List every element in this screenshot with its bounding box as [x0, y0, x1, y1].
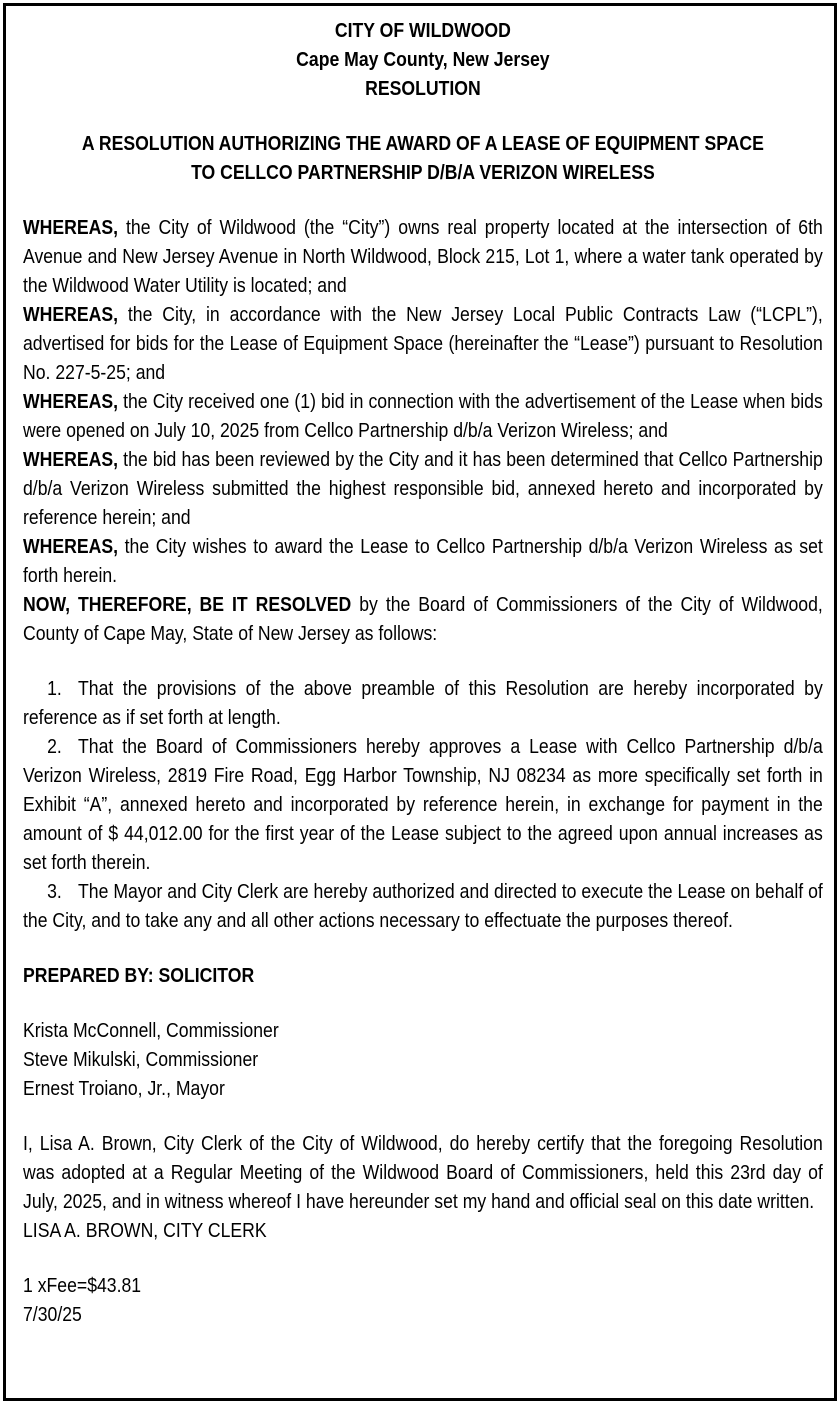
item-text: The Mayor and City Clerk are hereby authorized and directed to execute the Lease on behalf of the City, and to take any and all other actions necessary to effectuate the purposes thereof.: [23, 880, 823, 932]
spacer: [23, 103, 823, 129]
whereas-clause: [23, 213, 823, 300]
whereas-clause: [23, 387, 823, 445]
whereas-lead: WHEREAS,: [23, 303, 119, 326]
item-text: That the Board of Commissioners hereby approves a Lease with Cellco Partnership d/b/a Verizon Wireless, 2819 Fire Road, Egg Harbor Township, NJ 08234 as more specifically set forth in Exhibit “A”, annexed hereto and incorporated by reference herein, in exchange for payment in the amount of $ 44,012.00 for the first year of the Lease subject to the agreed upon annual increases as set forth therein.: [23, 735, 823, 874]
resolution-item: [23, 877, 823, 935]
header-city: CITY OF WILDWOOD: [334, 19, 511, 42]
clerk-signature: LISA A. BROWN, CITY CLERK: [23, 1219, 267, 1242]
item-number: 3.: [47, 880, 62, 903]
whereas-lead: WHEREAS,: [23, 216, 119, 239]
whereas-clause: [23, 300, 823, 387]
header-county: Cape May County, New Jersey: [296, 48, 550, 71]
fee-line: 1 xFee=$43.81: [23, 1274, 142, 1297]
whereas-text: the City of Wildwood (the “City”) owns real property located at the intersection of 6th Avenue and New Jersey Avenue in North Wildwood, Block 215, Lot 1, where a water tank operated by the Wildwood Water Utility is located; and: [23, 216, 823, 297]
whereas-text: the City received one (1) bid in connection with the advertisement of the Lease when bids were opened on July 10, 2025 from Cellco Partnership d/b/a Verizon Wireless; and: [23, 390, 823, 442]
whereas-clause: [23, 532, 823, 590]
official-name: Ernest Troiano, Jr., Mayor: [23, 1077, 225, 1100]
item-text: That the provisions of the above preamble of this Resolution are hereby incorporated by reference as if set forth at length.: [23, 677, 823, 729]
spacer: [23, 187, 823, 213]
whereas-lead: WHEREAS,: [23, 535, 119, 558]
resolution-item: [23, 732, 823, 877]
spacer: [23, 990, 823, 1016]
header-doc-type: RESOLUTION: [365, 77, 481, 100]
resolution-title-line-2: TO CELLCO PARTNERSHIP D/B/A VERIZON WIRELESS: [191, 161, 655, 184]
item-number: 1.: [47, 677, 62, 700]
resolution-item: [23, 674, 823, 732]
legal-notice: [3, 3, 837, 1401]
resolved-text: by the Board of Commissioners of the City of Wildwood, County of Cape May, State of New Jersey as follows:: [23, 593, 823, 645]
spacer: [23, 648, 823, 674]
clerk-certification: I, Lisa A. Brown, City Clerk of the City of Wildwood, do hereby certify that the foregoing Resolution was adopted at a Regular Meeting of the Wildwood Board of Commissioners, held this 23rd day of July, 2025, and in witness whereof I have hereunder set my hand and official seal on this date written.: [23, 1132, 823, 1213]
spacer: [23, 1245, 823, 1271]
resolution-title-line-1: A RESOLUTION AUTHORIZING THE AWARD OF A LEASE OF EQUIPMENT SPACE: [81, 132, 764, 155]
whereas-lead: WHEREAS,: [23, 390, 119, 413]
item-number: 2.: [47, 735, 62, 758]
resolved-lead: NOW, THEREFORE, BE IT RESOLVED: [23, 593, 352, 616]
official-name: Krista McConnell, Commissioner: [23, 1019, 279, 1042]
whereas-clause: [23, 445, 823, 532]
resolved-clause: [23, 590, 823, 648]
notice-body: [23, 16, 823, 1329]
whereas-text: the bid has been reviewed by the City and it has been determined that Cellco Partnership d/b/a Verizon Wireless submitted the highest responsible bid, annexed hereto and incorporated by reference herein; and: [23, 448, 823, 529]
whereas-text: the City, in accordance with the New Jersey Local Public Contracts Law (“LCPL”), advertised for bids for the Lease of Equipment Space (hereinafter the “Lease”) pursuant to Resolution No. 227-5-25; and: [23, 303, 823, 384]
prepared-by: PREPARED BY: SOLICITOR: [23, 964, 255, 987]
spacer: [23, 935, 823, 961]
official-name: Steve Mikulski, Commissioner: [23, 1048, 259, 1071]
whereas-text: the City wishes to award the Lease to Cellco Partnership d/b/a Verizon Wireless as set forth herein.: [23, 535, 823, 587]
publication-date: 7/30/25: [23, 1303, 82, 1326]
whereas-lead: WHEREAS,: [23, 448, 119, 471]
spacer: [23, 1103, 823, 1129]
